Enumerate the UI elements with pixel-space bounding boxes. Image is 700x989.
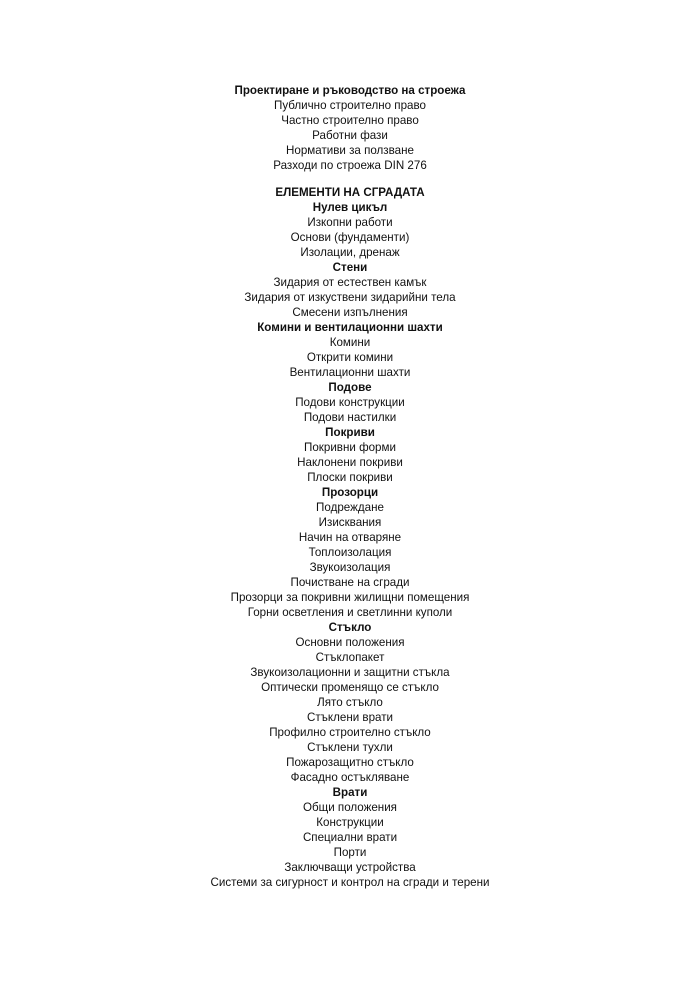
section-item: Прозорци за покривни жилищни помещения bbox=[230, 591, 470, 604]
intro-item: Нормативи за ползване bbox=[286, 144, 414, 157]
section-title: Стъкло bbox=[328, 621, 372, 634]
intro-item: Частно строително право bbox=[281, 114, 419, 127]
section-item: Лято стъкло bbox=[317, 696, 383, 709]
section-title: Подове bbox=[328, 381, 372, 394]
section-item: Плоски покриви bbox=[307, 471, 393, 484]
section-item: Подови настилки bbox=[303, 411, 397, 424]
section-title: Нулев цикъл bbox=[312, 201, 388, 214]
section-item: Смесени изпълнения bbox=[292, 306, 408, 319]
section-item: Фасадно остъкляване bbox=[290, 771, 410, 784]
intro-item: Работни фази bbox=[312, 129, 388, 142]
section-item: Звукоизолационни и защитни стъкла bbox=[250, 666, 450, 679]
section-item: Покривни форми bbox=[304, 441, 396, 454]
document-page bbox=[0, 83, 700, 890]
section-item: Профилно строително стъкло bbox=[269, 726, 431, 739]
section-title: Комини и вентилационни шахти bbox=[257, 321, 443, 334]
section-item: Зидария от изкуствени зидарийни тела bbox=[244, 291, 456, 304]
section-item: Стъклопакет bbox=[315, 651, 385, 664]
section-item: Системи за сигурност и контрол на сгради и терени bbox=[210, 876, 490, 889]
section-item: Зидария от естествен камък bbox=[273, 276, 427, 289]
section-item: Основни положения bbox=[295, 636, 405, 649]
section-item: Подреждане bbox=[316, 501, 384, 514]
section-item: Наклонени покриви bbox=[297, 456, 403, 469]
section-item: Топлоизолация bbox=[308, 546, 392, 559]
section-item: Горни осветления и светлинни куполи bbox=[247, 606, 453, 619]
section-item: Стъклени тухли bbox=[307, 741, 393, 754]
section-item: Общи положения bbox=[303, 801, 397, 814]
section-item: Основи (фундаменти) bbox=[290, 231, 410, 244]
section-item: Пожарозащитно стъкло bbox=[286, 756, 414, 769]
spacer bbox=[0, 173, 700, 185]
intro-item: Разходи по строежа DIN 276 bbox=[273, 159, 427, 172]
section-title: Прозорци bbox=[321, 486, 379, 499]
section-item: Начин на отваряне bbox=[298, 531, 402, 544]
section-item: Изкопни работи bbox=[307, 216, 393, 229]
section-item: Почистване на сгради bbox=[290, 576, 410, 589]
section-item: Изисквания bbox=[318, 516, 382, 529]
intro-item: Публично строително право bbox=[274, 99, 426, 112]
section-item: Звукоизолация bbox=[309, 561, 391, 574]
sections-list bbox=[0, 200, 700, 890]
section-title: Покриви bbox=[325, 426, 375, 439]
section-item: Стъклени врати bbox=[306, 711, 394, 724]
intro-heading: Проектиране и ръководство на строежа bbox=[234, 84, 466, 97]
main-title: ЕЛЕМЕНТИ НА СГРАДАТА bbox=[275, 186, 425, 199]
section-item: Изолации, дренаж bbox=[300, 246, 400, 259]
section-item: Вентилационни шахти bbox=[289, 366, 411, 379]
section-title: Врати bbox=[332, 786, 368, 799]
section-item: Комини bbox=[329, 336, 371, 349]
section-item: Открити комини bbox=[306, 351, 394, 364]
section-item: Порти bbox=[333, 846, 367, 859]
section-title: Стени bbox=[332, 261, 368, 274]
section-item: Оптически променящо се стъкло bbox=[261, 681, 439, 694]
section-item: Специални врати bbox=[302, 831, 398, 844]
section-item: Заключващи устройства bbox=[284, 861, 416, 874]
section-item: Конструкции bbox=[316, 816, 384, 829]
section-item: Подови конструкции bbox=[295, 396, 405, 409]
